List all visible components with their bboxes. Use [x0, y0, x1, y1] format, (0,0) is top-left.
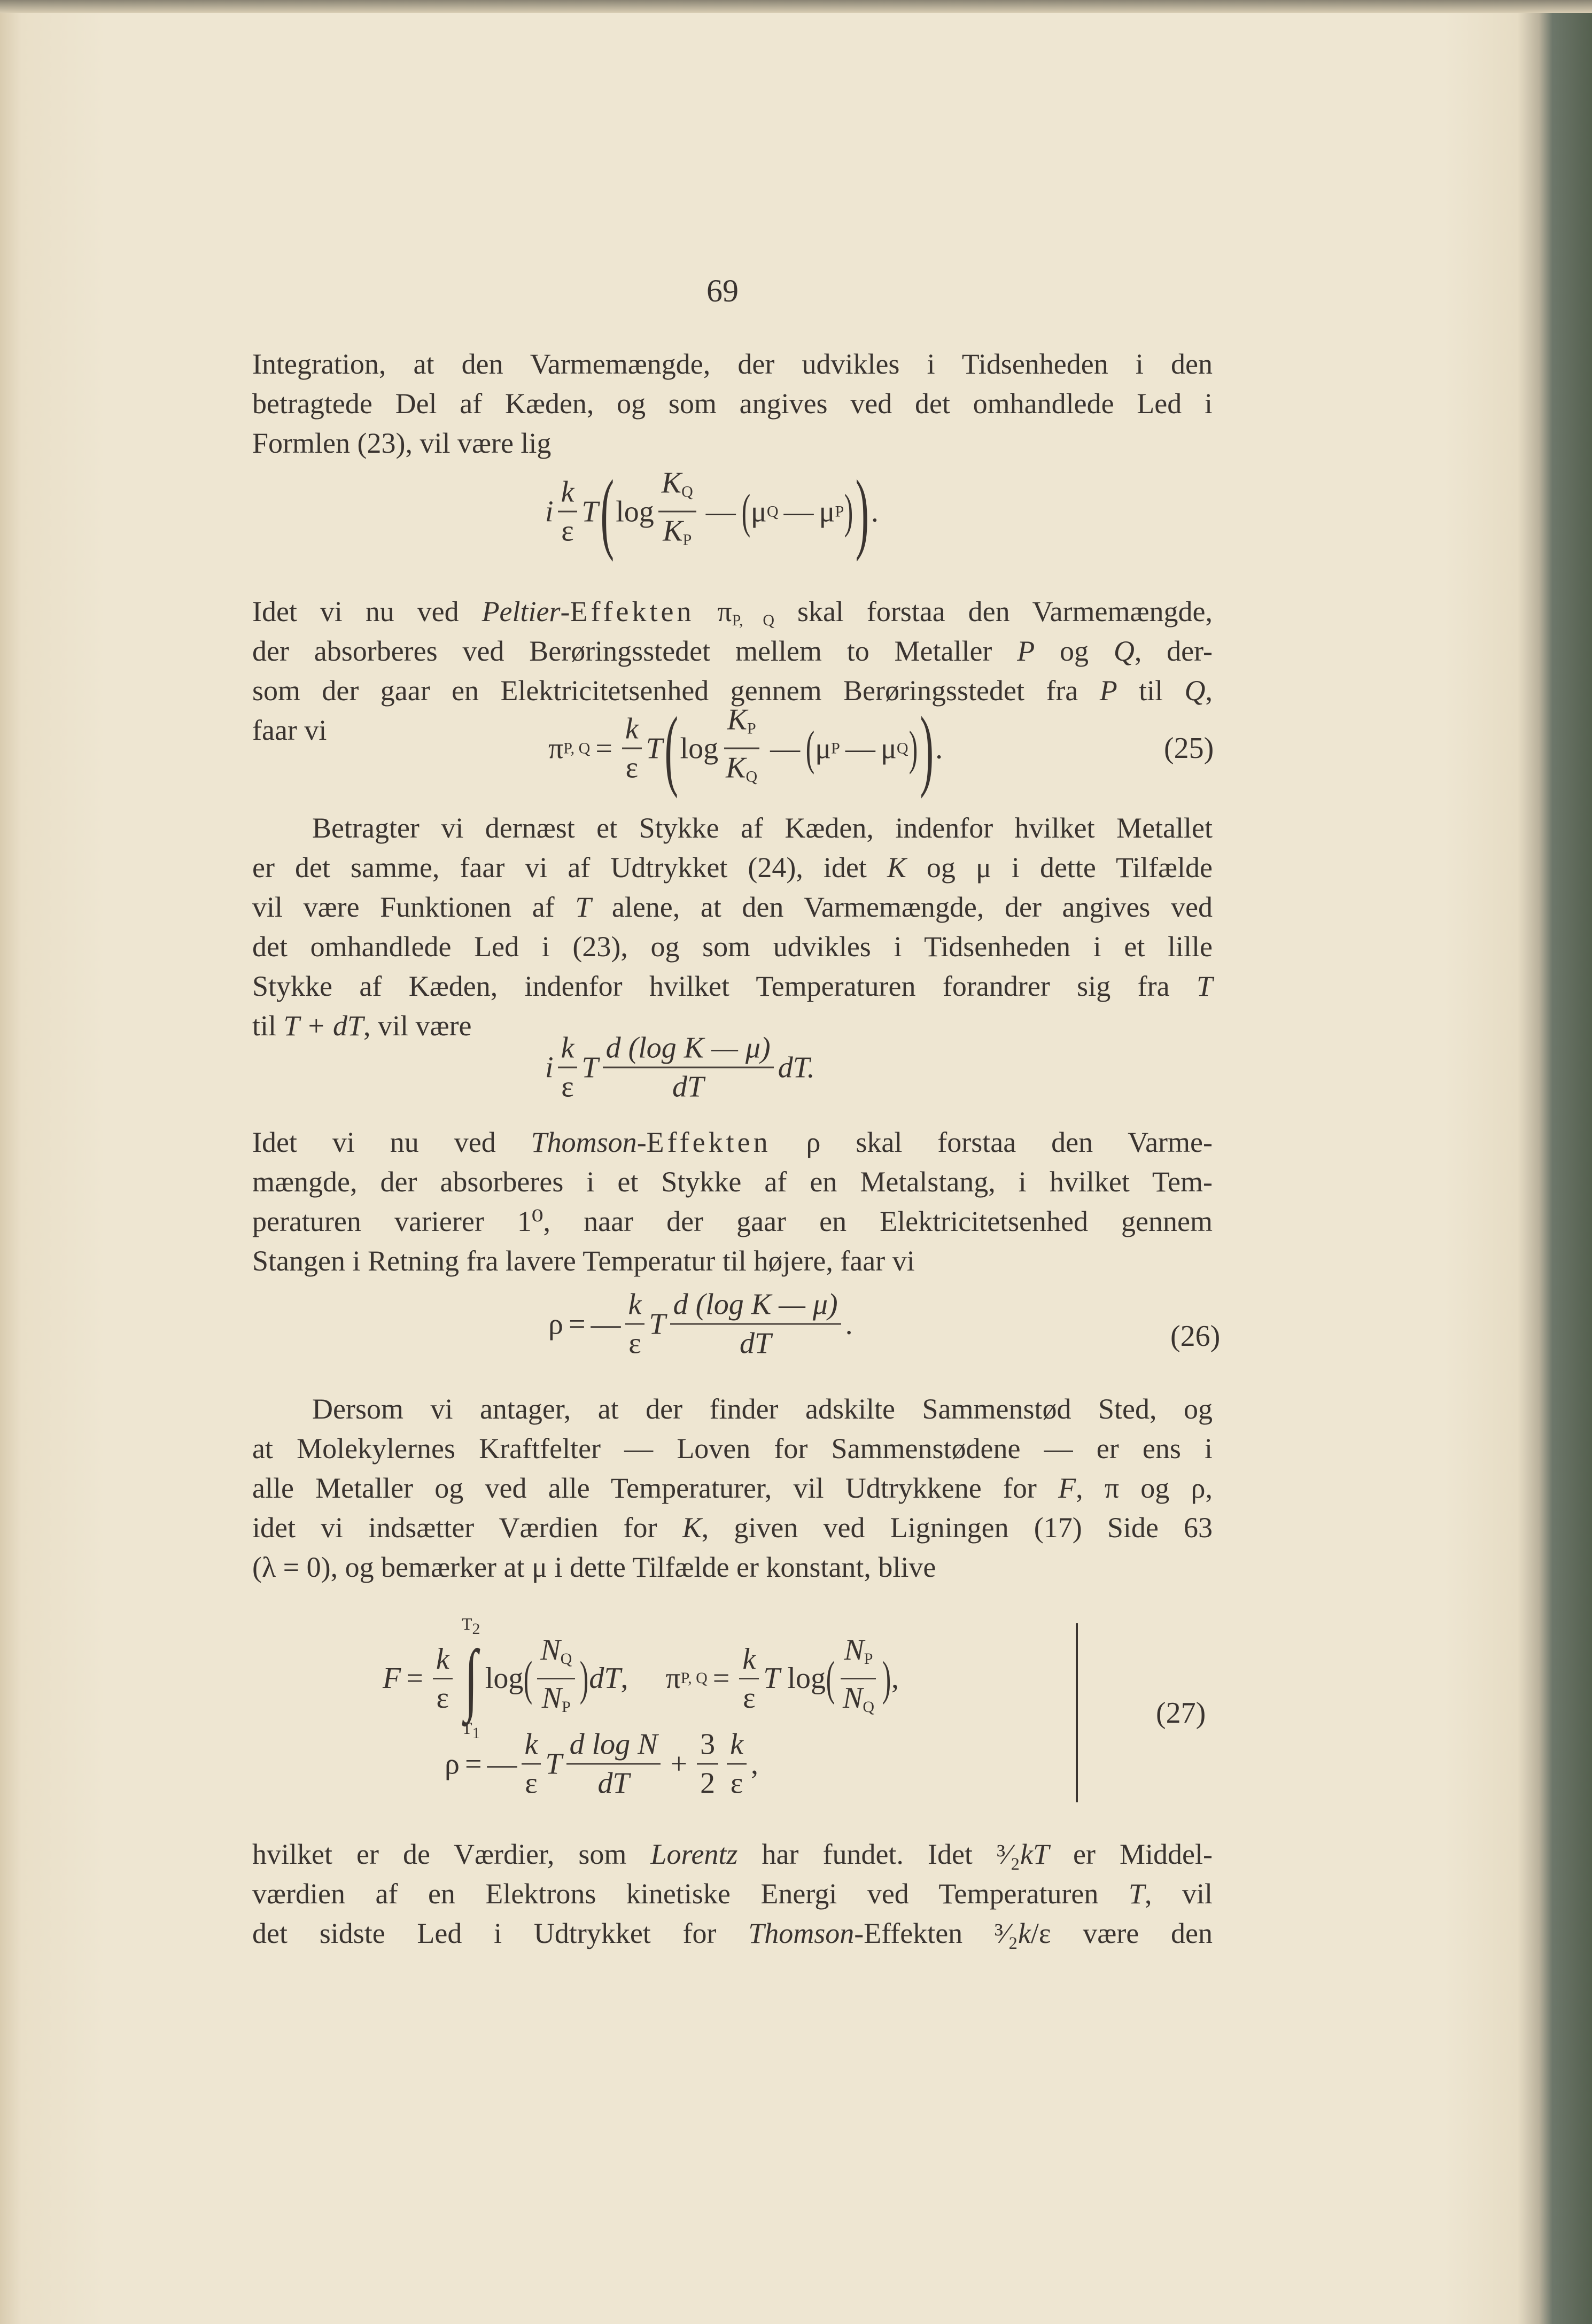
- italic-text: P: [1099, 675, 1117, 707]
- eq-symbol: 1: [472, 1724, 480, 1742]
- equation-25: [548, 698, 943, 799]
- eq-symbol: .: [935, 732, 943, 765]
- italic-text: Thomson: [531, 1126, 637, 1158]
- text-segment: til: [1117, 675, 1185, 707]
- text-segment: ρ skal forstaa den Varme-: [771, 1126, 1213, 1158]
- eq-symbol: N: [541, 1681, 562, 1715]
- text-line: [252, 384, 1213, 423]
- text-segment: hvilket er de Værdier, som: [252, 1838, 651, 1870]
- text-segment: er det samme, faar vi af Udtrykket (24), idet: [252, 851, 887, 884]
- fraction-dlogK-dT: [670, 1286, 841, 1362]
- eq-symbol: .: [845, 1307, 853, 1341]
- eq-symbol: dT.: [778, 1051, 815, 1084]
- eq-symbol: =: [464, 1747, 482, 1780]
- text-line: [252, 1241, 1213, 1281]
- eq-symbol: d (log K — μ): [670, 1286, 841, 1325]
- text-line: [252, 344, 1213, 384]
- fraction-NQ-NP: [537, 1631, 575, 1726]
- eq-symbol: Q: [896, 739, 908, 757]
- eq-symbol: T: [581, 1051, 599, 1084]
- text-segment: Formlen (23), vil være lig: [252, 427, 552, 459]
- paragraph-5: [252, 1389, 1213, 1587]
- text-line: [252, 848, 1213, 887]
- eq-symbol: ε: [628, 1327, 641, 1360]
- fraction-k-eps: [558, 1029, 578, 1106]
- italic-text: T: [575, 891, 592, 923]
- italic-text: Q: [1113, 635, 1135, 667]
- fraction-k-eps: [727, 1726, 747, 1802]
- eq-symbol: N: [844, 1633, 864, 1667]
- eq-symbol: d (log K — μ): [603, 1029, 774, 1068]
- eq-symbol: ε: [743, 1681, 756, 1715]
- text-line: [252, 1834, 1213, 1874]
- paragraph-6: [252, 1834, 1213, 1953]
- eq-symbol: dT: [740, 1327, 772, 1360]
- italic-text: K: [682, 1512, 702, 1544]
- paragraph-3: [252, 808, 1213, 1045]
- fraction-dlogN-dT: [566, 1726, 661, 1802]
- eq-symbol: =: [406, 1662, 423, 1695]
- text-segment: alene, at den Varmemængde, der angives ved: [591, 891, 1213, 923]
- eq-symbol: T: [649, 1307, 666, 1341]
- text-segment: værdien af en Elektrons kinetiske Energi ved Temperaturen: [252, 1878, 1129, 1910]
- equation-heat-element: [545, 1029, 815, 1106]
- eq-symbol: Q: [766, 502, 779, 520]
- eq-symbol: P, Q: [680, 1669, 708, 1687]
- eq-symbol: P: [747, 719, 756, 738]
- text-segment: ³⁄₂: [994, 1917, 1018, 1949]
- eq-symbol: 2: [472, 1620, 480, 1638]
- eq-symbol: Q: [681, 483, 693, 501]
- text-segment: ³⁄₂: [996, 1838, 1021, 1870]
- eq-symbol: ε: [561, 514, 574, 548]
- eq-symbol: K: [663, 514, 683, 548]
- text-segment: idet vi indsætter Værdien for: [252, 1512, 682, 1544]
- fraction-k-eps: [625, 1286, 645, 1362]
- text-segment: at Molekylernes Kraftfelter — Loven for Sammenstødene — er ens i: [252, 1432, 1213, 1465]
- equation-number-26: (26): [1170, 1320, 1221, 1353]
- eq-symbol: .: [871, 495, 879, 528]
- eq-paren: (: [664, 698, 678, 799]
- text-line: [252, 887, 1213, 927]
- text-line: [252, 1429, 1213, 1468]
- subscript: P, Q: [732, 611, 775, 629]
- italic-text: kT: [1020, 1838, 1050, 1870]
- text-segment: mængde, der absorberes i et Stykke af en Metalstang, i hvilket Tem-: [252, 1166, 1213, 1198]
- eq-symbol: P: [864, 1649, 873, 1668]
- eq-symbol: μ: [750, 495, 767, 528]
- text-segment: /ε være den: [1030, 1917, 1213, 1949]
- text-segment: , vil: [1144, 1878, 1213, 1910]
- eq-symbol: ρ: [445, 1747, 460, 1780]
- text-line: [252, 1389, 1213, 1429]
- text-line: [252, 423, 1213, 463]
- eq-symbol: —: [770, 732, 801, 765]
- text-segment: Idet vi nu ved: [252, 1126, 531, 1158]
- eq-symbol: +: [670, 1747, 688, 1780]
- right-brace: [1061, 1623, 1078, 1802]
- text-line: [252, 1162, 1213, 1202]
- eq-paren: ): [855, 461, 869, 562]
- italic-text: k: [1018, 1917, 1031, 1949]
- text-segment: Effekten: [646, 1126, 771, 1158]
- eq-symbol: μ: [815, 732, 832, 765]
- eq-symbol: dT: [672, 1070, 704, 1104]
- eq-symbol: log: [787, 1662, 826, 1695]
- eq-symbol: K: [727, 703, 747, 737]
- eq-symbol: P: [831, 739, 840, 757]
- eq-symbol: log: [616, 495, 654, 528]
- equation-26: [548, 1286, 853, 1362]
- eq-symbol: T: [646, 732, 663, 765]
- eq-symbol: 2: [700, 1767, 716, 1800]
- eq-paren: (: [524, 1652, 533, 1705]
- text-segment: , der-: [1134, 635, 1213, 667]
- text-segment: der absorberes ved Berøringsstedet mellem to Metaller: [252, 635, 1018, 667]
- text-segment: til: [252, 1010, 284, 1042]
- eq-symbol: —: [783, 495, 814, 528]
- equation-27-row-2: [445, 1726, 758, 1802]
- eq-symbol: k: [622, 710, 642, 749]
- paragraph-4: [252, 1122, 1213, 1281]
- eq-symbol: d log N: [566, 1726, 661, 1765]
- italic-text: Lorentz: [650, 1838, 738, 1870]
- eq-symbol: Q: [560, 1649, 572, 1668]
- text-segment: Integration, at den Varmemængde, der udvikles i Tidsenheden i den: [252, 348, 1213, 380]
- eq-symbol: —: [487, 1747, 517, 1780]
- eq-symbol: =: [568, 1307, 586, 1341]
- eq-symbol: —: [845, 732, 875, 765]
- text-segment: som der gaar en Elektricitetsenhed gennem Berøringsstedet fra: [252, 675, 1100, 707]
- italic-text: T + dT: [283, 1010, 364, 1042]
- text-segment: π: [694, 595, 732, 628]
- italic-text: T: [1128, 1878, 1145, 1910]
- text-segment: det sidste Led i Udtrykket for: [252, 1917, 749, 1949]
- text-line: [252, 966, 1213, 1006]
- text-segment: (λ = 0), og bemærker at μ i dette Tilfælde er konstant, blive: [252, 1551, 936, 1583]
- text-segment: vil være Funktionen af: [252, 891, 576, 923]
- eq-symbol: P: [562, 1698, 571, 1716]
- eq-symbol: 3: [697, 1726, 718, 1765]
- eq-paren: ): [580, 1652, 589, 1705]
- text-segment: , given ved Ligningen (17) Side 63: [701, 1512, 1213, 1544]
- text-segment: Idet vi nu ved: [252, 595, 482, 628]
- eq-symbol: k: [558, 1029, 578, 1068]
- text-line: [252, 1122, 1213, 1162]
- eq-symbol: N: [842, 1681, 863, 1715]
- eq-symbol: T: [763, 1662, 780, 1695]
- eq-symbol: i: [545, 495, 554, 528]
- eq-symbol: ,: [620, 1662, 628, 1695]
- eq-symbol: T: [461, 1718, 472, 1738]
- eq-paren: (: [600, 461, 614, 562]
- fraction-NP-NQ: [840, 1631, 877, 1726]
- text-line: [252, 808, 1213, 848]
- page-number: 69: [706, 273, 739, 308]
- eq-symbol: k: [522, 1726, 541, 1765]
- eq-paren: ): [908, 722, 918, 775]
- text-line: [252, 1468, 1213, 1508]
- eq-symbol: T: [545, 1747, 562, 1780]
- fraction-KP-KQ: [723, 701, 760, 796]
- text-line: [252, 1508, 1213, 1547]
- italic-text: K: [887, 851, 906, 884]
- eq-symbol: ε: [436, 1681, 449, 1715]
- equation-number-27: (27): [1156, 1696, 1206, 1730]
- text-line: [252, 1874, 1213, 1914]
- eq-symbol: Q: [745, 768, 758, 786]
- eq-symbol: k: [625, 1286, 645, 1325]
- text-segment: , vil være: [363, 1010, 472, 1042]
- text-segment: betragtede Del af Kæden, og som angives ved det omhandlede Led i: [252, 388, 1213, 420]
- text-segment: , π og ρ,: [1076, 1472, 1213, 1504]
- text-segment: det omhandlede Led i (23), og som udvikles i Tidsenheden i et lille: [252, 931, 1213, 963]
- eq-symbol: Q: [863, 1698, 874, 1716]
- eq-symbol: μ: [819, 495, 835, 528]
- equation-number-25: (25): [1164, 732, 1214, 765]
- integral-sign: T2 ∫ T1: [461, 1614, 480, 1742]
- eq-symbol: π: [548, 732, 564, 765]
- text-line: [252, 1914, 1213, 1953]
- text-segment: -: [636, 1126, 647, 1158]
- fraction-3-2: [697, 1726, 718, 1802]
- text-segment: -Effekten: [854, 1917, 995, 1949]
- eq-symbol: ρ: [548, 1307, 563, 1341]
- eq-symbol: ,: [891, 1662, 899, 1695]
- text-line: [252, 631, 1213, 671]
- fraction-k-eps: [739, 1640, 759, 1717]
- eq-symbol: log: [680, 732, 719, 765]
- eq-symbol: =: [712, 1662, 730, 1695]
- eq-symbol: dT: [589, 1662, 621, 1695]
- text-segment: og μ i dette Tilfælde: [906, 851, 1213, 884]
- page-top-edge: [0, 0, 1592, 13]
- text-line: [252, 1547, 1213, 1587]
- eq-symbol: i: [545, 1051, 554, 1084]
- text-segment: ,: [1205, 675, 1213, 707]
- fraction-k-eps: [433, 1640, 453, 1717]
- italic-text: Peltier: [482, 595, 561, 628]
- text-segment: alle Metaller og ved alle Temperaturer, vil Udtrykkene for: [252, 1472, 1059, 1504]
- text-segment: -: [560, 595, 570, 628]
- eq-paren: (: [741, 485, 751, 538]
- eq-symbol: ε: [525, 1767, 538, 1800]
- text-line: [252, 592, 1213, 631]
- italic-text: Thomson: [748, 1917, 855, 1949]
- italic-text: T: [1196, 970, 1213, 1002]
- text-line: [252, 927, 1213, 966]
- italic-text: F: [1058, 1472, 1076, 1504]
- text-segment: skal forstaa den Varmemængde,: [774, 595, 1213, 628]
- equation-heat-quantity: [545, 461, 879, 562]
- eq-symbol: k: [727, 1726, 747, 1765]
- eq-symbol: —: [705, 495, 736, 528]
- eq-symbol: π: [665, 1662, 681, 1695]
- text-segment: peraturen varierer 1⁰, naar der gaar en Elektricitetsenhed gennem: [252, 1205, 1213, 1237]
- text-segment: er Middel-: [1049, 1838, 1213, 1870]
- eq-symbol: ε: [561, 1070, 574, 1104]
- eq-symbol: N: [540, 1633, 561, 1667]
- eq-symbol: T: [581, 495, 599, 528]
- eq-symbol: =: [595, 732, 612, 765]
- eq-symbol: k: [739, 1640, 759, 1679]
- fraction-k-eps: [622, 710, 642, 787]
- eq-symbol: ε: [625, 751, 639, 785]
- eq-paren: ): [844, 485, 853, 538]
- text-segment: Dersom vi antager, at der finder adskilte Sammenstød Sted, og: [312, 1393, 1213, 1425]
- italic-text: Q: [1184, 675, 1206, 707]
- eq-symbol: ,: [750, 1747, 758, 1780]
- text-line: [252, 1202, 1213, 1241]
- eq-symbol: P: [835, 502, 844, 520]
- fraction-k-eps: [558, 474, 578, 550]
- text-segment: Effekten: [570, 595, 695, 628]
- eq-symbol: k: [433, 1640, 453, 1679]
- eq-symbol: K: [661, 466, 682, 500]
- text-segment: Stangen i Retning fra lavere Temperatur til højere, faar vi: [252, 1245, 915, 1277]
- eq-symbol: T: [461, 1614, 472, 1633]
- eq-paren: (: [826, 1652, 835, 1705]
- eq-paren: ): [920, 698, 934, 799]
- equation-27-row-1: [383, 1614, 899, 1742]
- text-segment: har fundet. Idet: [737, 1838, 997, 1870]
- eq-symbol: P, Q: [563, 739, 591, 757]
- eq-paren: (: [805, 722, 815, 775]
- fraction-KQ-KP: [658, 464, 696, 559]
- text-segment: Betragter vi dernæst et Stykke af Kæden, indenfor hvilket Metallet: [312, 812, 1213, 844]
- text-segment: Stykke af Kæden, indenfor hvilket Temperaturen forandrer sig fra: [252, 970, 1197, 1002]
- eq-symbol: —: [591, 1307, 621, 1341]
- eq-symbol: ε: [730, 1767, 743, 1800]
- eq-symbol: K: [726, 751, 746, 785]
- eq-symbol: log: [485, 1662, 524, 1695]
- eq-symbol: μ: [880, 732, 897, 765]
- eq-paren: ): [882, 1652, 891, 1705]
- paragraph-1: [252, 344, 1213, 463]
- fraction-k-eps: [522, 1726, 541, 1802]
- eq-symbol: dT: [597, 1767, 630, 1800]
- text-segment: og: [1035, 635, 1114, 667]
- eq-symbol: k: [558, 474, 578, 513]
- text-segment: faar vi: [252, 714, 327, 746]
- eq-symbol: F: [383, 1662, 401, 1695]
- eq-symbol: P: [682, 531, 692, 549]
- italic-text: P: [1017, 635, 1035, 667]
- fraction-dlogK-dT: [603, 1029, 774, 1106]
